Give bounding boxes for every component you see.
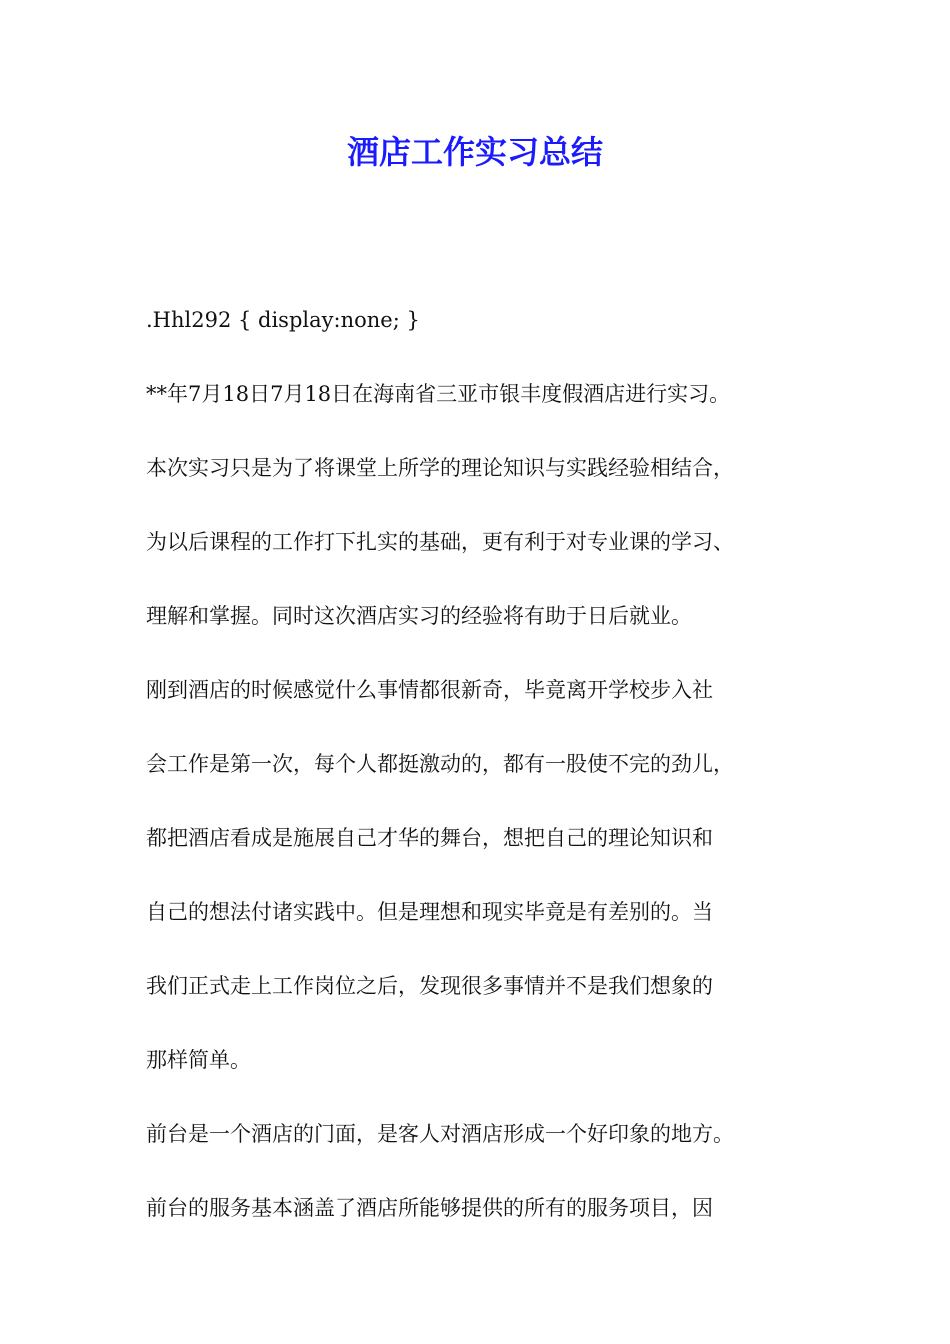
body-line: 前台是一个酒店的门面，是客人对酒店形成一个好印象的地方。 [146,1122,734,1146]
css-fragment-text: .Hhl292 { display:none; } [146,308,420,332]
body-line: 为以后课程的工作打下扎实的基础，更有利于对专业课的学习、 [146,530,734,554]
spacer [146,265,836,302]
spacer [146,561,836,598]
body-line: 那样简单。 [146,1048,251,1072]
spacer [146,413,836,450]
body-line: 会工作是第一次，每个人都挺激动的，都有一股使不完的劲儿， [146,752,734,776]
spacer [146,339,836,376]
body-line: 我们正式走上工作岗位之后，发现很多事情并不是我们想象的 [146,974,713,998]
spacer [146,1005,836,1042]
body-line: 理解和掌握。同时这次酒店实习的经验将有助于日后就业。 [146,604,692,628]
body-line: 自己的想法付诸实践中。但是理想和现实毕竟是有差别的。当 [146,900,713,924]
spacer [146,857,836,894]
document-body [146,265,836,1227]
spacer [146,709,836,746]
body-line: 前台的服务基本涵盖了酒店所能够提供的所有的服务项目，因 [146,1196,713,1220]
document-title: 酒店工作实习总结 [346,133,603,171]
body-line: 本次实习只是为了将课堂上所学的理论知识与实践经验相结合， [146,456,734,480]
body-line: 刚到酒店的时候感觉什么事情都很新奇，毕竟离开学校步入社 [146,678,713,702]
body-line: **年7月18日7月18日在海南省三亚市银丰度假酒店进行实习。 [146,382,731,406]
spacer [146,487,836,524]
spacer [146,783,836,820]
spacer [146,931,836,968]
spacer [146,635,836,672]
spacer [146,1153,836,1190]
body-line: 都把酒店看成是施展自己才华的舞台，想把自己的理论知识和 [146,826,713,850]
spacer [146,1079,836,1116]
